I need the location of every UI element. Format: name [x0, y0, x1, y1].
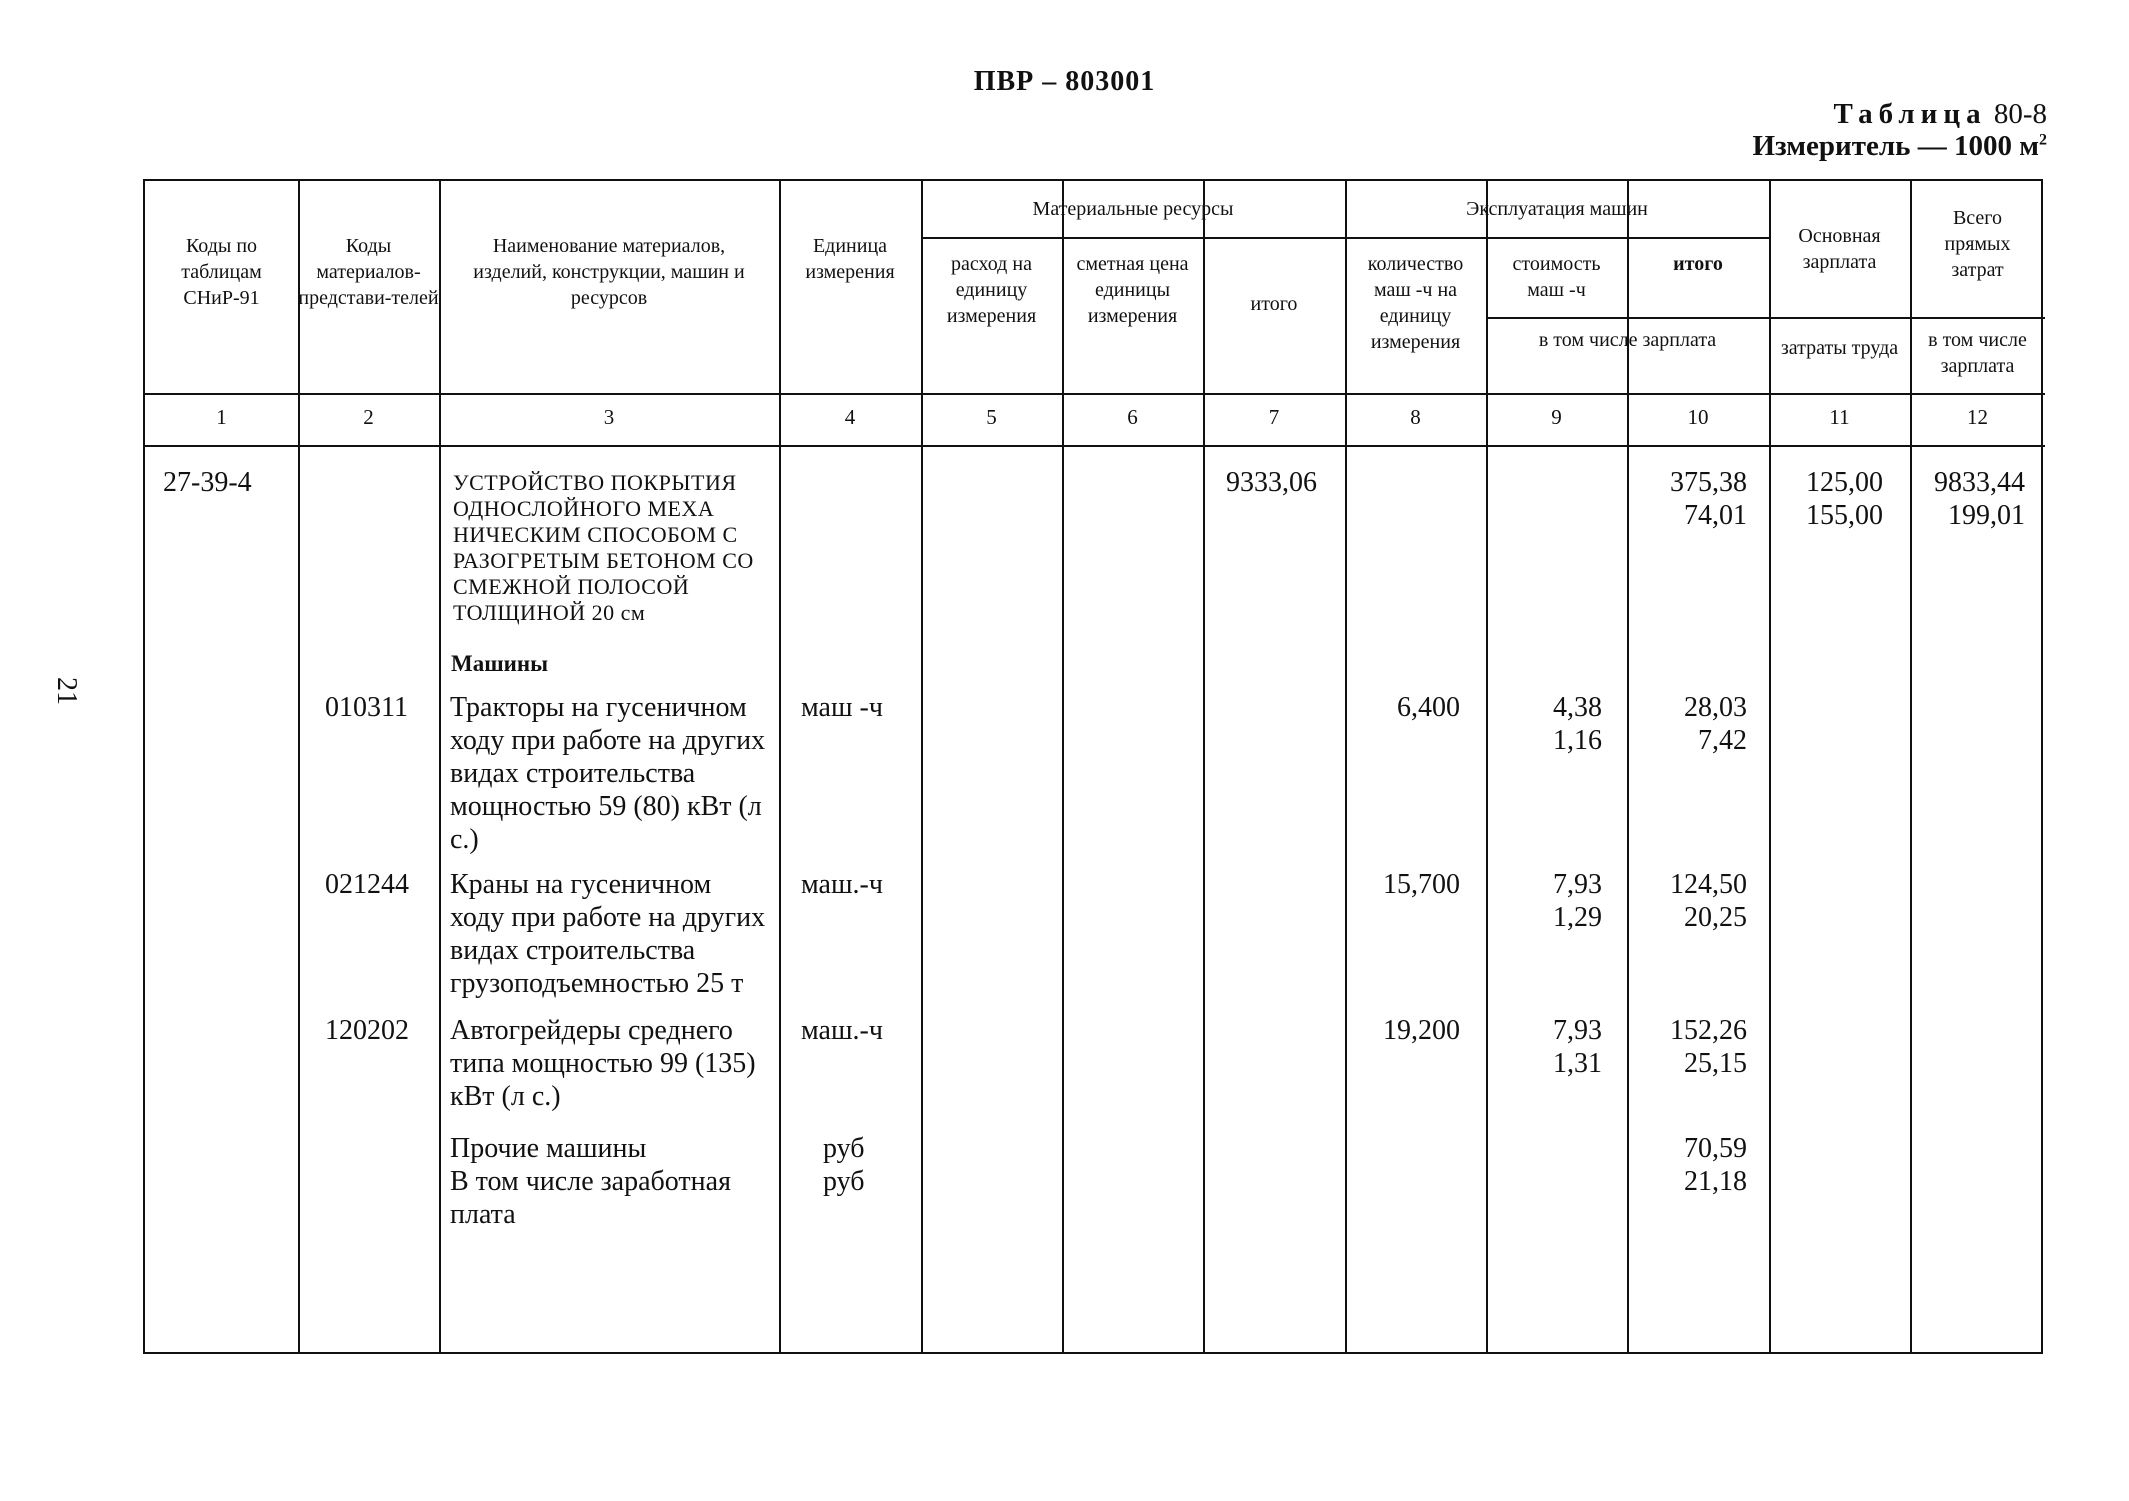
- machine-total-wage: 20,25: [1684, 902, 1747, 933]
- column-number: 10: [1687, 405, 1709, 429]
- header-direct-costs: Всего прямых затрат: [1944, 207, 2011, 281]
- machine-price: 7,93: [1553, 1015, 1602, 1046]
- table-number: [1833, 98, 2047, 131]
- machine-name: Тракторы на гусеничном ходу при работе на других видах строительства мощностью 59 (80) кВт (л с.): [450, 692, 766, 855]
- header-consumption: расход на единицу измерения: [946, 253, 1037, 327]
- header-materials-total: итого: [1250, 293, 1298, 315]
- machine-name: Автогрейдеры среднего типа мощностью 99 (135) кВт (л с.): [450, 1015, 756, 1112]
- machine-qty: 19,200: [1383, 1015, 1460, 1046]
- other-machines-unit: руб: [823, 1133, 865, 1164]
- measure-label: Измеритель — 1000 м: [1752, 130, 2039, 162]
- header-material-codes: Коды материалов-представи-телей: [298, 235, 439, 309]
- header-including-wage: в том числе зарплата: [1538, 329, 1717, 351]
- column-number: 12: [1967, 405, 1988, 429]
- column-number: 8: [1410, 405, 1421, 429]
- resource-table: [143, 179, 2043, 1354]
- machine-unit: маш.-ч: [801, 1015, 883, 1046]
- document-code: ПВР – 803001: [973, 66, 1156, 97]
- measure-sup: 2: [2039, 131, 2047, 149]
- machine-price: 7,93: [1553, 869, 1602, 900]
- table-number-value: 80-8: [1993, 98, 2047, 130]
- machine-price-wage: 1,31: [1553, 1048, 1602, 1079]
- machine-total: 152,26: [1670, 1015, 1747, 1046]
- header-unit: Единица измерения: [805, 235, 895, 283]
- col-divider: [298, 181, 300, 1352]
- header-labor-cost: затраты труда: [1780, 337, 1899, 359]
- machine-qty: 15,700: [1383, 869, 1460, 900]
- col-divider: [1203, 181, 1205, 1352]
- column-number: 9: [1551, 405, 1562, 429]
- col-divider: [779, 181, 781, 1352]
- col-divider: [1062, 181, 1064, 1352]
- group-divider: [921, 237, 1769, 239]
- col-divider: [1627, 181, 1629, 1352]
- col-divider: [921, 181, 923, 1352]
- header-machines-group: Эксплуатация машин: [1466, 198, 1648, 220]
- machine-price-wage: 1,16: [1553, 725, 1602, 756]
- table-label: Таблица: [1833, 98, 1987, 130]
- other-wage-label: В том числе заработная плата: [450, 1166, 731, 1230]
- other-wage-unit: руб: [823, 1166, 865, 1197]
- machine-price-wage: 1,29: [1553, 902, 1602, 933]
- column-number: 2: [363, 405, 374, 429]
- machine-qty: 6,400: [1397, 692, 1460, 723]
- machine-total: 124,50: [1670, 869, 1747, 900]
- column-number: 11: [1829, 405, 1850, 429]
- header-name: Наименование материалов, изделий, конструкции, машин и ресурсов: [473, 235, 745, 309]
- machine-code: 021244: [325, 869, 409, 900]
- direct-wage: 199,01: [1948, 500, 2025, 531]
- col-divider: [1486, 181, 1488, 1352]
- other-wage-total: 21,18: [1684, 1166, 1747, 1197]
- column-number: 7: [1268, 405, 1280, 429]
- column-number: 1: [216, 405, 227, 429]
- item-title: УСТРОЙСТВО ПОКРЫТИЯ ОДНОСЛОЙНОГО МЕХА НИЧЕСКИМ СПОСОБОМ С РАЗОГРЕТЫМ БЕТОНОМ СО СМЕЖНОЙ ПОЛОСОЙ ТОЛЩИНОЙ 20 см: [453, 470, 754, 625]
- machines-wage: 74,01: [1684, 500, 1747, 531]
- number-row-line: [145, 445, 2045, 447]
- header-snip-codes: Коды по таблицам СНиР-91: [181, 235, 262, 309]
- column-number: 5: [986, 405, 997, 429]
- materials-total: 9333,06: [1226, 467, 1317, 498]
- subgroup-divider: [1486, 317, 2045, 319]
- machine-unit: маш.-ч: [801, 869, 883, 900]
- item-code: 27-39-4: [163, 467, 252, 498]
- machine-code: 120202: [325, 1015, 409, 1046]
- machine-name: Краны на гусеничном ходу при работе на других видах строительства грузоподъемностью 25 т: [450, 869, 766, 999]
- header-bottom-line: [145, 393, 2045, 395]
- header-machines-total: итого: [1673, 253, 1723, 275]
- header-unit-price: сметная цена единицы измерения: [1076, 253, 1189, 327]
- column-number: 4: [844, 405, 856, 429]
- header-direct-wage: в том числе зарплата: [1928, 329, 2027, 377]
- column-number: 3: [603, 405, 615, 429]
- col-divider: [1769, 181, 1771, 1352]
- direct-total: 9833,44: [1934, 467, 2025, 498]
- machine-total: 28,03: [1684, 692, 1747, 723]
- header-machine-hour-cost: стоимость маш -ч: [1512, 253, 1601, 301]
- other-machines-label: Прочие машины: [450, 1133, 647, 1164]
- machine-total-wage: 7,42: [1698, 725, 1747, 756]
- measure-unit: [1753, 130, 2048, 163]
- header-machine-hours: количество маш -ч на единицу измерения: [1367, 253, 1464, 353]
- labor-cost: 155,00: [1806, 500, 1883, 531]
- base-wage: 125,00: [1806, 467, 1883, 498]
- machines-total: 375,38: [1670, 467, 1747, 498]
- header-base-wage: Основная зарплата: [1798, 225, 1881, 273]
- machine-total-wage: 25,15: [1684, 1048, 1747, 1079]
- machine-code: 010311: [325, 692, 408, 723]
- col-divider: [439, 181, 441, 1352]
- other-machines-total: 70,59: [1684, 1133, 1747, 1164]
- section-label-machines: Машины: [451, 651, 549, 676]
- header-materials-group: Материальные ресурсы: [1032, 198, 1234, 220]
- machine-unit: маш -ч: [801, 692, 883, 723]
- page-number: 21: [51, 677, 82, 705]
- column-number: 6: [1127, 405, 1138, 429]
- col-divider: [1345, 181, 1347, 1352]
- machine-price: 4,38: [1553, 692, 1602, 723]
